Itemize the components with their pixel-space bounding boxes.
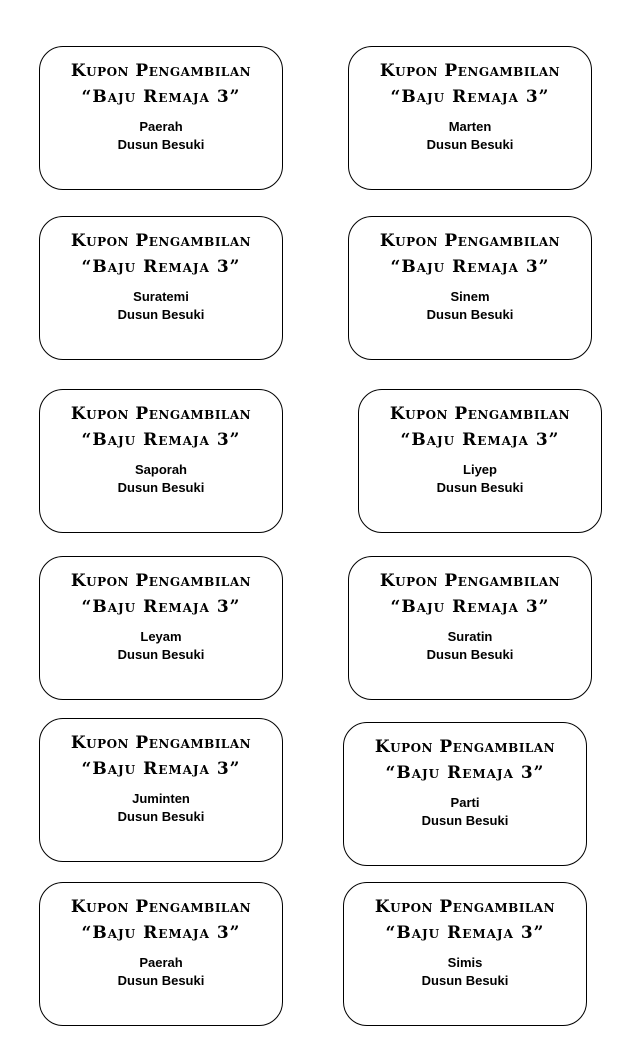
coupon-title: Kupon Pengambilan: [70, 733, 252, 753]
coupon-card: [39, 216, 283, 360]
coupon-card: [343, 882, 587, 1026]
coupon-title: Kupon Pengambilan: [70, 897, 252, 917]
coupon-card: [39, 46, 283, 190]
recipient-name: Suratin: [447, 629, 493, 644]
coupon-card: [348, 556, 592, 700]
recipient-village: Dusun Besuki: [436, 480, 524, 495]
recipient-village: Dusun Besuki: [117, 973, 205, 988]
recipient-name: Paerah: [139, 119, 183, 134]
coupon-title: Kupon Pengambilan: [70, 404, 252, 424]
recipient-name: Leyam: [140, 629, 182, 644]
coupon-subtitle: “Baju Remaja 3”: [81, 87, 241, 107]
coupon-card: [39, 882, 283, 1026]
recipient-village: Dusun Besuki: [117, 137, 205, 152]
recipient-village: Dusun Besuki: [426, 307, 514, 322]
coupon-subtitle: “Baju Remaja 3”: [81, 257, 241, 277]
coupon-subtitle: “Baju Remaja 3”: [385, 923, 545, 943]
recipient-village: Dusun Besuki: [421, 973, 509, 988]
recipient-name: Parti: [450, 795, 480, 810]
recipient-name: Liyep: [463, 462, 497, 477]
coupon-subtitle: “Baju Remaja 3”: [385, 763, 545, 783]
coupon-title: Kupon Pengambilan: [70, 571, 252, 591]
coupon-subtitle: “Baju Remaja 3”: [390, 597, 550, 617]
recipient-village: Dusun Besuki: [426, 647, 514, 662]
recipient-name: Saporah: [134, 462, 187, 477]
coupon-subtitle: “Baju Remaja 3”: [81, 430, 241, 450]
coupon-title: Kupon Pengambilan: [379, 571, 561, 591]
recipient-village: Dusun Besuki: [117, 307, 205, 322]
recipient-name: Simis: [447, 955, 483, 970]
recipient-name: Juminten: [132, 791, 190, 806]
recipient-village: Dusun Besuki: [117, 809, 205, 824]
recipient-village: Dusun Besuki: [117, 480, 205, 495]
coupon-card: [348, 46, 592, 190]
recipient-village: Dusun Besuki: [426, 137, 514, 152]
coupon-title: Kupon Pengambilan: [389, 404, 571, 424]
recipient-village: Dusun Besuki: [421, 813, 509, 828]
coupon-title: Kupon Pengambilan: [70, 61, 252, 81]
coupon-card: [343, 722, 587, 866]
recipient-name: Marten: [448, 119, 492, 134]
coupon-title: Kupon Pengambilan: [374, 897, 556, 917]
coupon-subtitle: “Baju Remaja 3”: [390, 87, 550, 107]
coupon-title: Kupon Pengambilan: [70, 231, 252, 251]
recipient-village: Dusun Besuki: [117, 647, 205, 662]
coupon-card: [358, 389, 602, 533]
recipient-name: Paerah: [139, 955, 183, 970]
recipient-name: Sinem: [450, 289, 490, 304]
coupon-subtitle: “Baju Remaja 3”: [400, 430, 560, 450]
coupon-subtitle: “Baju Remaja 3”: [81, 597, 241, 617]
coupon-subtitle: “Baju Remaja 3”: [81, 759, 241, 779]
coupon-subtitle: “Baju Remaja 3”: [81, 923, 241, 943]
coupon-card: [39, 389, 283, 533]
coupon-card: [348, 216, 592, 360]
coupon-title: Kupon Pengambilan: [379, 61, 561, 81]
recipient-name: Suratemi: [133, 289, 189, 304]
coupon-title: Kupon Pengambilan: [379, 231, 561, 251]
coupon-subtitle: “Baju Remaja 3”: [390, 257, 550, 277]
coupon-card: [39, 718, 283, 862]
coupon-title: Kupon Pengambilan: [374, 737, 556, 757]
coupon-card: [39, 556, 283, 700]
